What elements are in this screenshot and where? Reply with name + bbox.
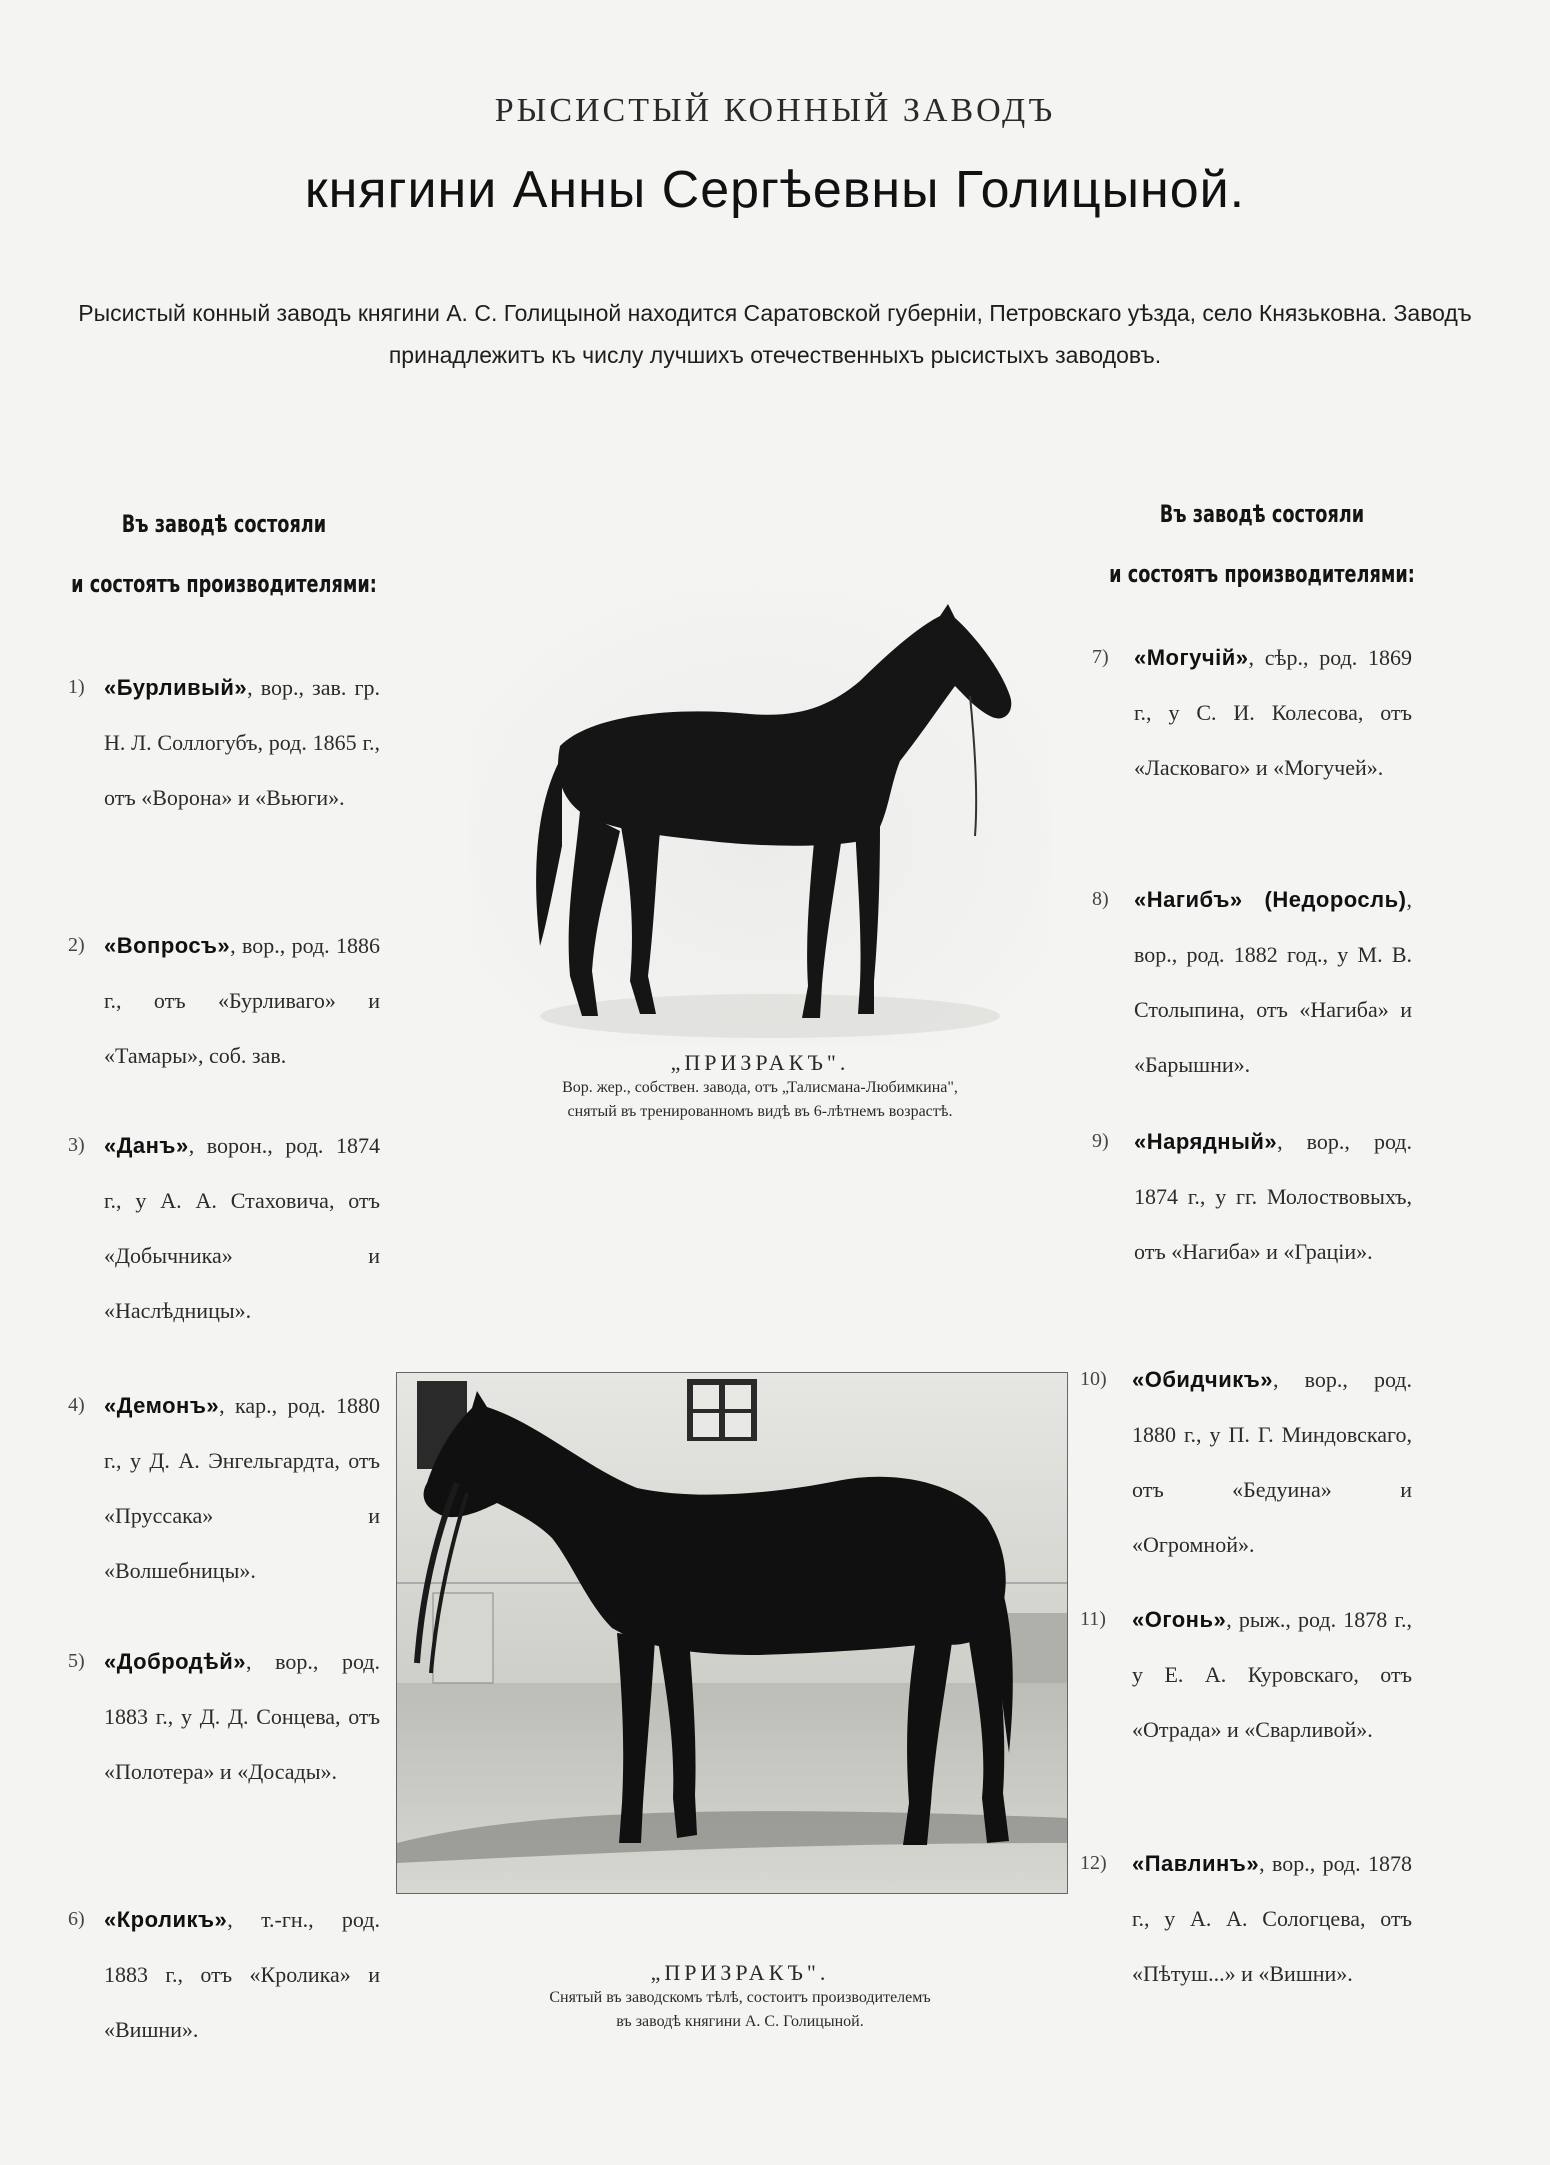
caption-bottom-line1: Снятый въ заводскомъ тѣлѣ, состоитъ производителемъ [549, 1989, 931, 2006]
column-heading-line1: Въ заводѣ состояли [121, 510, 327, 538]
horse-name: «Вопросъ» [104, 933, 231, 958]
list-item [1092, 630, 1412, 795]
caption-top-line1: Вор. жер., собствен. завода, отъ „Талисмана-Любимкина", [562, 1079, 958, 1096]
intro-paragraph: Рысистый конный заводъ княгини А. С. Голицыной находится Саратовской губерніи, Петровскаго уѣзда, село Князьковна. Заводъ принадлежитъ къ числу лучшихъ отечественныхъ рысистыхъ заводовъ. [78, 300, 1472, 368]
list-item [68, 1378, 380, 1598]
horse-name: «Огонь» [1132, 1607, 1227, 1632]
caption-bottom-line2: въ заводѣ княгини А. С. Голицыной. [616, 2013, 864, 2030]
horse-silhouette-image [470, 586, 1050, 1046]
list-item [68, 1892, 380, 2057]
horse-name: «Бурливый» [104, 675, 248, 700]
entry-details: , вор., род. 1874 г., у гг. Молоствовыхъ, отъ «Нагиба» и «Граціи». [1134, 1129, 1412, 1264]
caption-top-name: „ПРИЗРАКЪ". [670, 1050, 850, 1075]
entry-details: , вор., род. 1886 г., отъ «Бурливаго» и «Тамары», соб. зав. [104, 933, 380, 1068]
list-item [68, 918, 380, 1083]
entry-number: 11) [1080, 1608, 1106, 1630]
horse-name: «Добродѣй» [104, 1649, 246, 1674]
entry-number: 9) [1092, 1130, 1109, 1152]
entry-number: 8) [1092, 888, 1109, 910]
horse-name: «Могучій» [1134, 645, 1249, 670]
horse-photo-top [470, 586, 1050, 1046]
horse-name: «Павлинъ» [1132, 1851, 1260, 1876]
horse-name: «Данъ» [104, 1133, 189, 1158]
horse-name: «Обидчикъ» [1132, 1367, 1274, 1392]
entry-number: 2) [68, 934, 85, 956]
entry-details: , вор., род. 1880 г., у П. Г. Миндовскаго, отъ «Бедуина» и «Огромной». [1132, 1367, 1412, 1557]
entry-number: 12) [1080, 1852, 1107, 1874]
caption-bottom [380, 1960, 1100, 2034]
column-heading-line1: Въ заводѣ состояли [1159, 500, 1365, 528]
horse-name: «Демонъ» [104, 1393, 220, 1418]
list-item [1080, 1836, 1412, 2001]
horse-photo-bottom [396, 1372, 1068, 1894]
list-item [1080, 1352, 1412, 1572]
caption-bottom-name: „ПРИЗРАКЪ". [650, 1960, 830, 1985]
horse-yard-image [397, 1373, 1067, 1893]
list-item [1092, 872, 1412, 1092]
entry-number: 4) [68, 1394, 85, 1416]
entry-number: 5) [68, 1650, 85, 1672]
page-title: княгини Анны Сергѣевны Голицыной. [304, 161, 1246, 219]
entry-details: , вор., зав. гр. Н. Л. Соллогубъ, род. 1865 г., отъ «Ворона» и «Вьюги». [104, 675, 380, 810]
entry-number: 7) [1092, 646, 1109, 668]
entry-details: , рыж., род. 1878 г., у Е. А. Куровскаго, отъ «Отрада» и «Сварливой». [1132, 1607, 1412, 1742]
entry-number: 1) [68, 676, 85, 698]
entry-number: 10) [1080, 1368, 1107, 1390]
horse-name: «Нагибъ» (Недоросль) [1134, 887, 1407, 912]
horse-name: «Нарядный» [1134, 1129, 1278, 1154]
entry-details: , вор., род. 1883 г., у Д. Д. Сонцева, отъ «Полотера» и «Досады». [104, 1649, 380, 1784]
list-item [68, 660, 380, 825]
page-kicker: РЫСИСТЫЙ КОННЫЙ ЗАВОДЪ [494, 92, 1056, 129]
caption-top-line2: снятый въ тренированномъ видѣ въ 6-лѣтнемъ возрастѣ. [567, 1103, 953, 1120]
entry-details: , сѣр., род. 1869 г., у С. И. Колесова, отъ «Ласковаго» и «Могучей». [1134, 645, 1412, 780]
entry-details: , вор., род. 1878 г., у А. А. Сологцева, отъ «Пѣтуш...» и «Вишни». [1132, 1851, 1412, 1986]
entry-details: , ворон., род. 1874 г., у А. А. Стаховича, отъ «Добычника» и «Наслѣдницы». [104, 1133, 380, 1323]
entry-details: , т.-гн., род. 1883 г., отъ «Кролика» и «Вишни». [104, 1907, 380, 2042]
column-heading-line2: и состоятъ производителями: [71, 570, 377, 598]
horse-name: «Кроликъ» [104, 1907, 228, 1932]
list-item [68, 1634, 380, 1799]
entry-details: , вор., род. 1882 год., у М. В. Столыпина, отъ «Нагиба» и «Барышни». [1134, 887, 1412, 1077]
entry-details: , кар., род. 1880 г., у Д. А. Энгельгардта, отъ «Пруссака» и «Волшебницы». [104, 1393, 380, 1583]
right-column-heading [1106, 484, 1418, 604]
list-item [68, 1118, 380, 1338]
entry-number: 3) [68, 1134, 85, 1156]
list-item [1092, 1114, 1412, 1279]
column-heading-line2: и состоятъ производителями: [1109, 560, 1415, 588]
caption-top [440, 1050, 1080, 1124]
left-column-heading [68, 494, 380, 614]
entry-number: 6) [68, 1908, 85, 1930]
list-item [1080, 1592, 1412, 1757]
